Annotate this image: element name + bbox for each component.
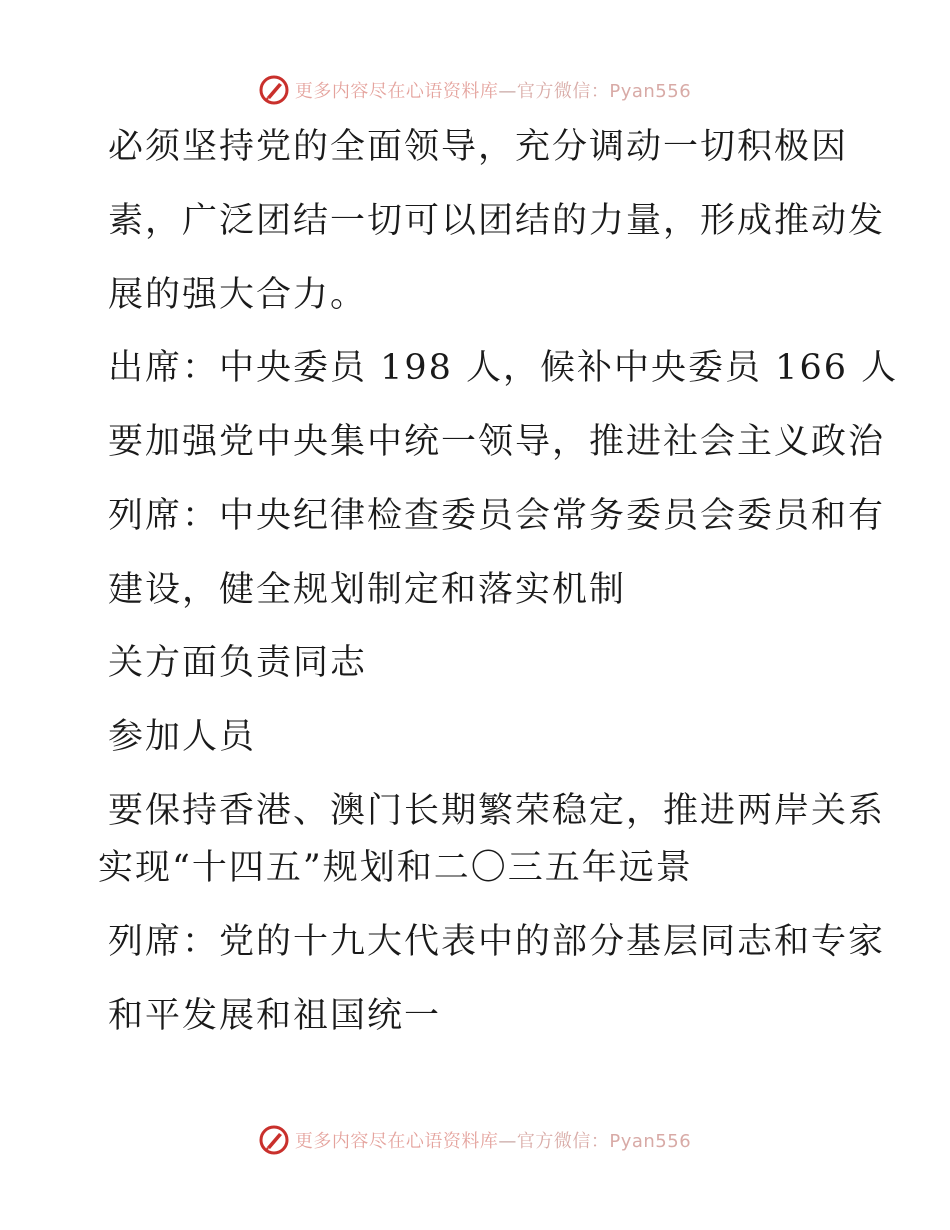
text-line: 列席：中央纪律检查委员会常务委员会委员和有 xyxy=(108,496,886,536)
text-line: 出席：中央委员 198 人，候补中央委员 166 人 xyxy=(108,348,899,388)
text-line: 关方面负责同志 xyxy=(108,643,368,683)
watermark-separator: — xyxy=(498,1131,517,1152)
text-line: 参加人员 xyxy=(108,717,257,757)
text-line: 列席：党的十九大代表中的部分基层同志和专家 xyxy=(108,922,886,962)
footer-watermark xyxy=(0,1120,950,1160)
text-line: 和平发展和祖国统一 xyxy=(108,996,442,1036)
watermark-main-text: 更多内容尽在心语资料库 xyxy=(294,1131,499,1152)
quill-logo-icon xyxy=(259,1125,289,1155)
text-line: 实现“十四五”规划和二〇三五年远景 xyxy=(98,848,693,888)
watermark-wechat-id: Pyan556 xyxy=(609,81,692,102)
text-line: 要保持香港、澳门长期繁荣稳定，推进两岸关系 xyxy=(108,791,886,831)
watermark-wechat-label: 官方微信： xyxy=(516,81,610,102)
text-line: 素，广泛团结一切可以团结的力量，形成推动发 xyxy=(108,201,886,241)
watermark-wechat-label: 官方微信： xyxy=(516,1131,610,1152)
text-line: 建设，健全规划制定和落实机制 xyxy=(108,570,627,610)
text-line: 要加强党中央集中统一领导，推进社会主义政治 xyxy=(108,422,886,462)
watermark-main-text: 更多内容尽在心语资料库 xyxy=(294,81,499,102)
watermark-separator: — xyxy=(498,81,517,102)
text-line: 必须坚持党的全面领导，充分调动一切积极因 xyxy=(108,127,849,167)
text-line: 展的强大合力。 xyxy=(108,275,368,315)
watermark-wechat-id: Pyan556 xyxy=(609,1131,692,1152)
